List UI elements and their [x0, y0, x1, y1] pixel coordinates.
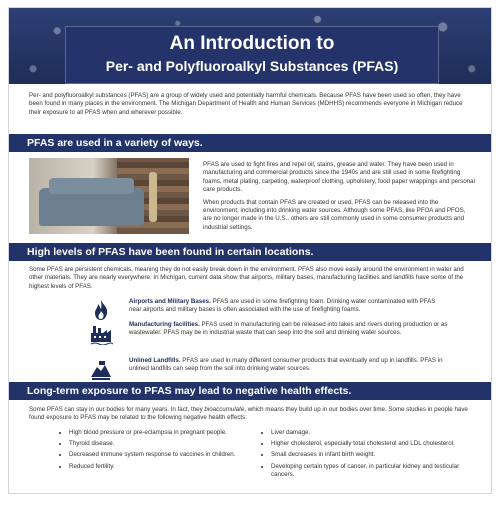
couch-cushion-image	[49, 178, 134, 194]
source-text-manufacturing	[129, 321, 449, 338]
source-title-landfills: Unlined Landfills.	[129, 357, 181, 364]
uses-paragraph-1: PFAS are used to fight fires and repel oil, stains, grease and water. They have been used in manufacturing and commercial products since the 1940s and are still used in some firefighting foams, metal plating, carpeting, waterproof clothing, upholstery, food paper wrappings and personal care products.	[203, 161, 475, 194]
health-intro-start: Some PFAS can stay in our bodies for many years. In fact, they	[29, 406, 205, 413]
section-heading-health: Long-term exposure to PFAS may lead to negative health effects.	[9, 382, 491, 400]
source-title-manufacturing: Manufacturing facilities.	[129, 321, 200, 328]
health-effects-list	[29, 429, 475, 489]
source-desc-manufacturing: PFAS used in manufacturing can be released into lakes and rivers during production or as wastewater. PFAS may be in industrial waste that can seep into the soil and drinking water sources.	[129, 321, 448, 337]
header-banner	[9, 8, 491, 84]
health-effects-column-1	[29, 429, 249, 489]
list-item: • Reduced fertility.	[69, 463, 249, 471]
source-text-airports	[129, 298, 449, 315]
source-title-airports: Airports and Military Bases.	[129, 298, 211, 305]
lamp-image	[149, 172, 157, 222]
list-item: • High blood pressure or pre-eclampsia in pregnant people.	[69, 429, 249, 437]
factory-icon	[89, 321, 113, 345]
landfill-icon	[89, 357, 113, 381]
health-intro-end: , which means they build up in our bodies over time. Some studies in people have found exposure to PFAS may be related to the following negative health effects:	[29, 406, 468, 422]
list-item: • Small decreases in infant birth weight.	[271, 451, 475, 459]
intro-paragraph: Per- and polyfluoroalkyl substances (PFAS) are a group of widely used and potentially harmful chemicals. Because PFAS have been used so often, they have been found in many places in the environment. The Michigan Department of Health and Human Services (MDHHS) recommends everyone in Michigan reduce their exposure to all PFAS when and wherever possible.	[29, 92, 463, 116]
title-box	[65, 26, 439, 84]
list-item: • Higher cholesterol, especially total cholesterol and LDL cholesterol.	[271, 440, 475, 448]
living-room-photo	[29, 158, 189, 234]
source-desc-landfills: PFAS are used in many different consumer products that eventually end up in landfills. PFAS in unlined landfills can seep from the soil into drinking water sources.	[129, 357, 443, 373]
pfas-flyer	[8, 7, 492, 494]
page-title: An Introduction to	[169, 33, 335, 54]
health-intro-term: bioaccumulate	[204, 406, 245, 413]
page-subtitle: Per- and Polyfluoroalkyl Substances (PFAS)	[105, 58, 399, 74]
uses-text	[203, 161, 475, 236]
source-text-landfills	[129, 357, 449, 374]
list-item: • Developing certain types of cancer, in particular kidney and testicular cancers.	[271, 463, 475, 479]
list-item: • Decreased immune system response to vaccines in children.	[69, 451, 249, 459]
list-item: • Thyroid disease.	[69, 440, 249, 448]
source-desc-airports: PFAS are used in some firefighting foam. Drinking water contaminated with PFAS near airports and military bases is often associated with the use of firefighting foams.	[129, 298, 436, 314]
health-effects-column-2	[249, 429, 475, 489]
section-heading-locations: High levels of PFAS have been found in certain locations.	[9, 243, 491, 261]
health-intro	[29, 406, 475, 423]
section-heading-uses: PFAS are used in a variety of ways.	[9, 134, 491, 152]
locations-intro: Some PFAS are persistent chemicals, meaning they do not easily break down in the environment. PFAS also move easily around the environment in water and other materials. They are nearly everywhere. In Michigan, current data show that airports, military bases, manufacturing facilities and landfills have some of the highest levels of PFAS.	[29, 266, 464, 290]
list-item: • Liver damage.	[271, 429, 475, 437]
uses-paragraph-2: When products that contain PFAS are created or used, PFAS can be released into the environment, including into drinking water sources. Although some PFAS, like PFOA and PFOS, are no longer made in the U.S., others are still commonly used in some consumer products and industrial settings.	[203, 198, 466, 231]
fire-icon	[89, 298, 113, 322]
